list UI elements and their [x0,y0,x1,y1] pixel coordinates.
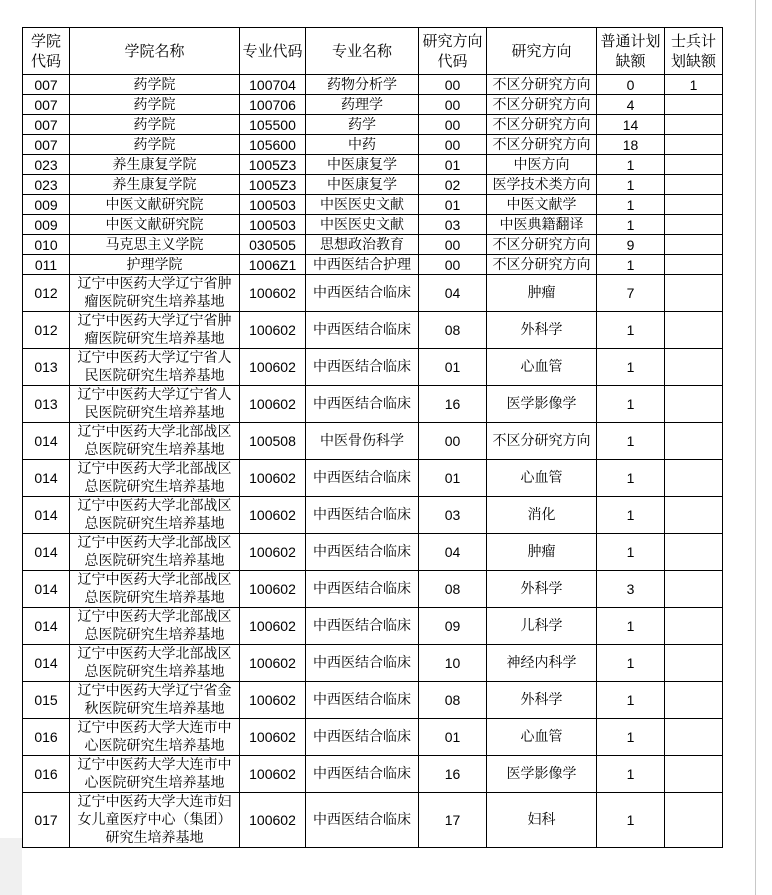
regular-quota-cell: 1 [597,386,665,423]
major-code-cell: 100602 [240,275,306,312]
regular-quota-cell: 1 [597,793,665,848]
direction-code-cell: 03 [419,215,487,235]
soldier-quota-cell [665,497,723,534]
major-code-cell: 100602 [240,386,306,423]
direction-code-cell: 08 [419,571,487,608]
table-row [23,460,723,497]
major-name-cell: 中西医结合临床 [306,571,419,608]
regular-quota-cell: 1 [597,719,665,756]
soldier-quota-cell [665,312,723,349]
major-name-cell: 中西医结合临床 [306,793,419,848]
college-name-cell: 药学院 [70,135,240,155]
regular-quota-cell: 1 [597,645,665,682]
soldier-quota-cell [665,195,723,215]
major-code-cell: 100602 [240,608,306,645]
direction-cell: 不区分研究方向 [487,95,597,115]
table-row [23,215,723,235]
college-code-cell: 016 [23,756,70,793]
college-code-cell: 023 [23,155,70,175]
direction-code-cell: 03 [419,497,487,534]
major-name-cell: 中医康复学 [306,175,419,195]
major-name-cell: 中西医结合临床 [306,719,419,756]
direction-cell: 不区分研究方向 [487,235,597,255]
direction-code-cell: 00 [419,255,487,275]
college-code-cell: 015 [23,682,70,719]
major-code-cell: 100602 [240,756,306,793]
regular-quota-cell: 1 [597,460,665,497]
table-row [23,756,723,793]
college-code-cell: 007 [23,115,70,135]
major-code-cell: 100503 [240,195,306,215]
college-code-cell: 012 [23,312,70,349]
major-code-cell: 100602 [240,719,306,756]
major-code-cell: 1005Z3 [240,175,306,195]
college-name-cell: 马克思主义学院 [70,235,240,255]
direction-cell: 不区分研究方向 [487,135,597,155]
direction-code-cell: 10 [419,645,487,682]
direction-cell: 儿科学 [487,608,597,645]
direction-code-cell: 01 [419,155,487,175]
major-code-cell: 030505 [240,235,306,255]
header-row [23,28,723,75]
major-code-cell: 100602 [240,534,306,571]
header-direction: 研究方向 [487,28,597,75]
page-edge-line [755,0,756,895]
college-code-cell: 009 [23,215,70,235]
major-name-cell: 中西医结合临床 [306,275,419,312]
college-code-cell: 007 [23,135,70,155]
soldier-quota-cell [665,95,723,115]
soldier-quota-cell [665,115,723,135]
soldier-quota-cell [665,235,723,255]
table-row [23,195,723,215]
college-name-cell: 辽宁中医药大学北部战区 总医院研究生培养基地 [70,571,240,608]
soldier-quota-cell [665,756,723,793]
regular-quota-cell: 0 [597,75,665,95]
direction-cell: 不区分研究方向 [487,75,597,95]
direction-code-cell: 09 [419,608,487,645]
soldier-quota-cell [665,423,723,460]
regular-quota-cell: 1 [597,195,665,215]
direction-cell: 中医文献学 [487,195,597,215]
direction-code-cell: 00 [419,423,487,460]
soldier-quota-cell: 1 [665,75,723,95]
major-name-cell: 中西医结合临床 [306,756,419,793]
regular-quota-cell: 1 [597,497,665,534]
direction-code-cell: 02 [419,175,487,195]
header-regular-quota: 普通计划 缺额 [597,28,665,75]
college-name-cell: 辽宁中医药大学辽宁省金 秋医院研究生培养基地 [70,682,240,719]
direction-code-cell: 01 [419,719,487,756]
college-code-cell: 017 [23,793,70,848]
table-row [23,312,723,349]
major-name-cell: 思想政治教育 [306,235,419,255]
direction-cell: 外科学 [487,682,597,719]
college-name-cell: 药学院 [70,115,240,135]
table-row [23,135,723,155]
regular-quota-cell: 18 [597,135,665,155]
college-name-cell: 药学院 [70,75,240,95]
soldier-quota-cell [665,793,723,848]
major-name-cell: 中西医结合临床 [306,682,419,719]
table-row [23,235,723,255]
soldier-quota-cell [665,349,723,386]
college-code-cell: 011 [23,255,70,275]
soldier-quota-cell [665,460,723,497]
direction-code-cell: 01 [419,195,487,215]
direction-cell: 外科学 [487,312,597,349]
major-name-cell: 中医医史文献 [306,215,419,235]
direction-code-cell: 04 [419,534,487,571]
major-name-cell: 中西医结合临床 [306,497,419,534]
direction-cell: 妇科 [487,793,597,848]
college-name-cell: 辽宁中医药大学辽宁省肿 瘤医院研究生培养基地 [70,312,240,349]
college-code-cell: 016 [23,719,70,756]
direction-cell: 医学技术类方向 [487,175,597,195]
header-college-code: 学院 代码 [23,28,70,75]
major-code-cell: 100503 [240,215,306,235]
college-name-cell: 辽宁中医药大学北部战区 总医院研究生培养基地 [70,423,240,460]
table-row [23,719,723,756]
regular-quota-cell: 4 [597,95,665,115]
regular-quota-cell: 1 [597,175,665,195]
regular-quota-cell: 1 [597,215,665,235]
college-code-cell: 013 [23,349,70,386]
soldier-quota-cell [665,386,723,423]
direction-cell: 肿瘤 [487,534,597,571]
college-code-cell: 014 [23,608,70,645]
college-code-cell: 014 [23,460,70,497]
regular-quota-cell: 1 [597,155,665,175]
regular-quota-cell: 1 [597,756,665,793]
major-code-cell: 1006Z1 [240,255,306,275]
regular-quota-cell: 1 [597,682,665,719]
regular-quota-cell: 1 [597,423,665,460]
college-code-cell: 014 [23,534,70,571]
table-row [23,175,723,195]
major-name-cell: 中药 [306,135,419,155]
page-background-strip [0,838,22,895]
direction-cell: 不区分研究方向 [487,255,597,275]
soldier-quota-cell [665,608,723,645]
table-row [23,75,723,95]
direction-code-cell: 01 [419,460,487,497]
major-name-cell: 中西医结合临床 [306,312,419,349]
major-code-cell: 105600 [240,135,306,155]
direction-code-cell: 01 [419,349,487,386]
soldier-quota-cell [665,645,723,682]
direction-code-cell: 08 [419,682,487,719]
direction-code-cell: 00 [419,115,487,135]
table-row [23,349,723,386]
regular-quota-cell: 9 [597,235,665,255]
major-code-cell: 100706 [240,95,306,115]
table-row [23,275,723,312]
college-name-cell: 辽宁中医药大学北部战区 总医院研究生培养基地 [70,534,240,571]
direction-code-cell: 00 [419,235,487,255]
direction-code-cell: 16 [419,386,487,423]
direction-code-cell: 17 [419,793,487,848]
direction-cell: 不区分研究方向 [487,115,597,135]
major-name-cell: 中西医结合临床 [306,608,419,645]
major-code-cell: 1005Z3 [240,155,306,175]
direction-code-cell: 00 [419,95,487,115]
header-college-name: 学院名称 [70,28,240,75]
direction-code-cell: 08 [419,312,487,349]
regular-quota-cell: 1 [597,349,665,386]
header-direction-code: 研究方向 代码 [419,28,487,75]
major-code-cell: 100602 [240,312,306,349]
direction-cell: 中医方向 [487,155,597,175]
regular-quota-cell: 1 [597,255,665,275]
table-row [23,386,723,423]
direction-cell: 肿瘤 [487,275,597,312]
direction-cell: 心血管 [487,460,597,497]
table-row [23,423,723,460]
major-code-cell: 100602 [240,460,306,497]
major-code-cell: 100602 [240,349,306,386]
college-name-cell: 养生康复学院 [70,175,240,195]
college-code-cell: 007 [23,75,70,95]
regular-quota-cell: 1 [597,534,665,571]
direction-cell: 外科学 [487,571,597,608]
major-code-cell: 100602 [240,793,306,848]
direction-code-cell: 00 [419,135,487,155]
table-row [23,95,723,115]
vacancy-table [22,27,723,848]
major-name-cell: 中西医结合临床 [306,534,419,571]
college-name-cell: 辽宁中医药大学大连市妇 女儿童医疗中心（集团） 研究生培养基地 [70,793,240,848]
table-row [23,608,723,645]
college-name-cell: 药学院 [70,95,240,115]
college-code-cell: 014 [23,497,70,534]
regular-quota-cell: 1 [597,312,665,349]
direction-cell: 不区分研究方向 [487,423,597,460]
major-name-cell: 药理学 [306,95,419,115]
college-name-cell: 中医文献研究院 [70,215,240,235]
direction-cell: 医学影像学 [487,386,597,423]
direction-cell: 消化 [487,497,597,534]
college-code-cell: 023 [23,175,70,195]
direction-code-cell: 16 [419,756,487,793]
regular-quota-cell: 1 [597,608,665,645]
major-name-cell: 中西医结合临床 [306,645,419,682]
soldier-quota-cell [665,571,723,608]
college-code-cell: 014 [23,423,70,460]
soldier-quota-cell [665,719,723,756]
college-code-cell: 007 [23,95,70,115]
college-code-cell: 014 [23,645,70,682]
header-soldier-quota: 士兵计 划缺额 [665,28,723,75]
direction-cell: 医学影像学 [487,756,597,793]
college-name-cell: 辽宁中医药大学北部战区 总医院研究生培养基地 [70,608,240,645]
college-code-cell: 014 [23,571,70,608]
major-code-cell: 100602 [240,682,306,719]
table-row [23,682,723,719]
major-name-cell: 中西医结合临床 [306,386,419,423]
college-name-cell: 辽宁中医药大学北部战区 总医院研究生培养基地 [70,460,240,497]
college-name-cell: 辽宁中医药大学北部战区 总医院研究生培养基地 [70,645,240,682]
college-name-cell: 辽宁中医药大学辽宁省人 民医院研究生培养基地 [70,349,240,386]
major-code-cell: 100602 [240,571,306,608]
direction-code-cell: 00 [419,75,487,95]
soldier-quota-cell [665,175,723,195]
major-code-cell: 100704 [240,75,306,95]
college-name-cell: 辽宁中医药大学大连市中 心医院研究生培养基地 [70,719,240,756]
table-row [23,255,723,275]
major-code-cell: 100508 [240,423,306,460]
college-name-cell: 辽宁中医药大学北部战区 总医院研究生培养基地 [70,497,240,534]
table-row [23,155,723,175]
table-row [23,115,723,135]
header-major-name: 专业名称 [306,28,419,75]
college-name-cell: 辽宁中医药大学辽宁省肿 瘤医院研究生培养基地 [70,275,240,312]
direction-code-cell: 04 [419,275,487,312]
college-name-cell: 辽宁中医药大学辽宁省人 民医院研究生培养基地 [70,386,240,423]
direction-cell: 心血管 [487,349,597,386]
regular-quota-cell: 3 [597,571,665,608]
soldier-quota-cell [665,155,723,175]
major-name-cell: 中医康复学 [306,155,419,175]
major-name-cell: 中西医结合临床 [306,349,419,386]
major-name-cell: 中医医史文献 [306,195,419,215]
major-name-cell: 中医骨伤科学 [306,423,419,460]
major-code-cell: 105500 [240,115,306,135]
table-row [23,534,723,571]
college-name-cell: 护理学院 [70,255,240,275]
college-name-cell: 中医文献研究院 [70,195,240,215]
regular-quota-cell: 14 [597,115,665,135]
direction-cell: 神经内科学 [487,645,597,682]
college-code-cell: 012 [23,275,70,312]
soldier-quota-cell [665,255,723,275]
table-row [23,571,723,608]
major-name-cell: 中西医结合护理 [306,255,419,275]
direction-cell: 中医典籍翻译 [487,215,597,235]
soldier-quota-cell [665,135,723,155]
regular-quota-cell: 7 [597,275,665,312]
table-row [23,645,723,682]
college-name-cell: 养生康复学院 [70,155,240,175]
soldier-quota-cell [665,215,723,235]
major-code-cell: 100602 [240,497,306,534]
header-major-code: 专业代码 [240,28,306,75]
college-code-cell: 013 [23,386,70,423]
major-name-cell: 药物分析学 [306,75,419,95]
college-code-cell: 010 [23,235,70,255]
major-name-cell: 药学 [306,115,419,135]
college-code-cell: 009 [23,195,70,215]
major-code-cell: 100602 [240,645,306,682]
table-body [23,75,723,848]
college-name-cell: 辽宁中医药大学大连市中 心医院研究生培养基地 [70,756,240,793]
table-row [23,497,723,534]
soldier-quota-cell [665,534,723,571]
soldier-quota-cell [665,275,723,312]
table-row [23,793,723,848]
soldier-quota-cell [665,682,723,719]
direction-cell: 心血管 [487,719,597,756]
major-name-cell: 中西医结合临床 [306,460,419,497]
